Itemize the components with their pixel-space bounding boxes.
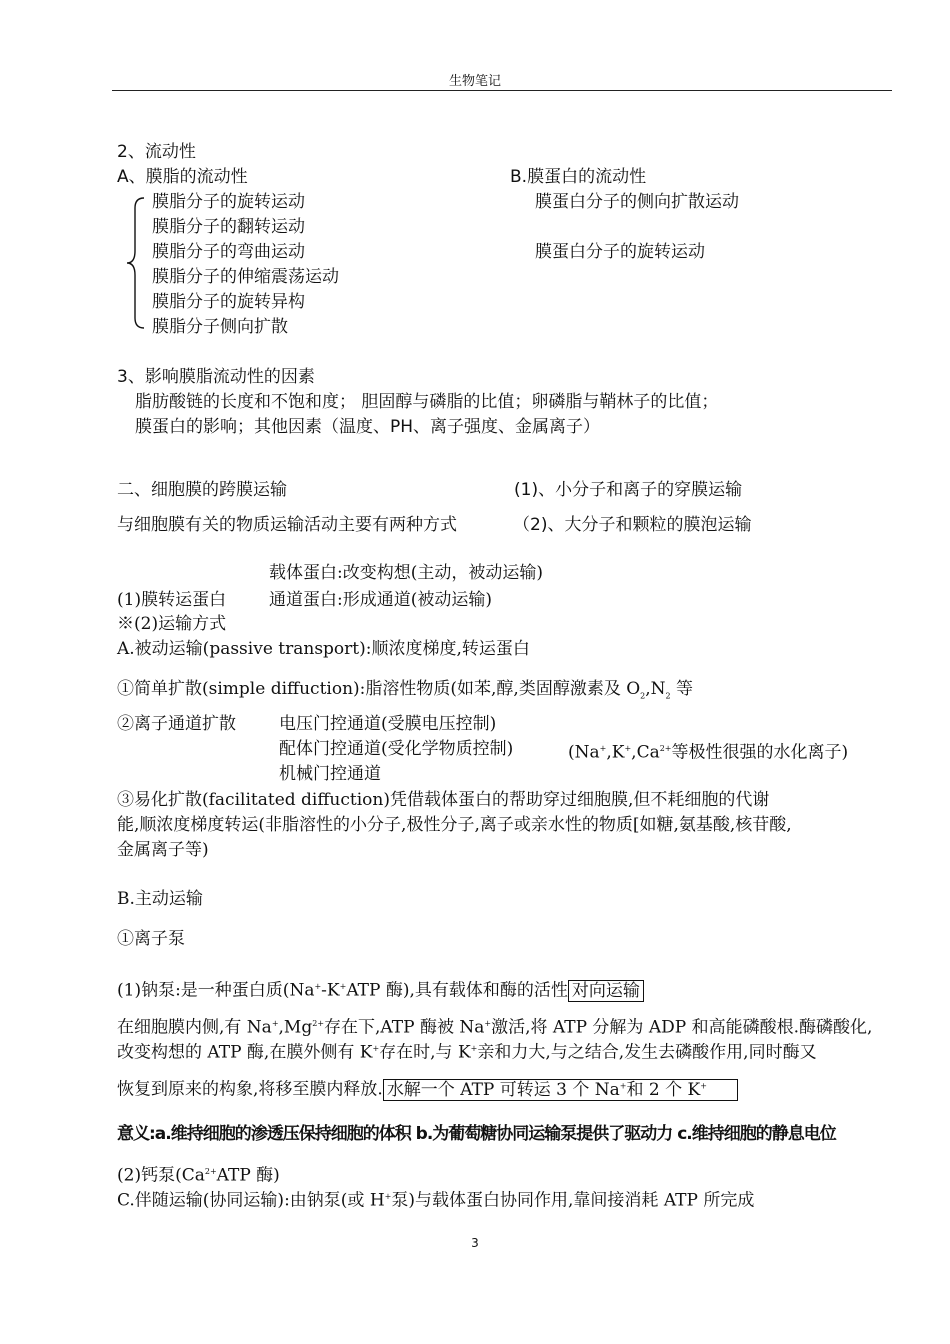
pump-para-line2: 改变构想的 ATP 酶,在膜外侧有 K+存在时,与 K+亲和力大,与之结合,发生去磷酸作用,同时酶又 <box>117 1042 817 1063</box>
part2-intro: 与细胞膜有关的物质运输活动主要有两种方式 <box>117 515 457 535</box>
mechanical-gated: 机械门控通道 <box>279 764 381 784</box>
ion-pump: ①离子泵 <box>117 929 185 949</box>
membrane-transport-protein: (1)膜转运蛋白 <box>117 590 227 610</box>
pump-para-line1: 在细胞膜内侧,有 $Na^+,Mg^{2+}$存在下,ATP 酶被 Na+激活,将 ATP 分解为 ADP 和高能磷酸根.酶磷酸化, <box>117 1017 873 1038</box>
curly-brace <box>124 196 150 330</box>
page-header: 生物笔记 <box>448 74 501 89</box>
facilitated-line1: ③易化扩散(facilitated diffuction)凭借载体蛋白的帮助穿过细胞膜,但不耗细胞的代谢 <box>117 790 770 810</box>
sec3-line2: 膜蛋白的影响；其他因素（温度、PH、离子强度、金属离子） <box>135 417 601 437</box>
b-item: 膜蛋白分子的侧向扩散运动 <box>535 192 739 212</box>
sec3-line1: 脂肪酸链的长度和不饱和度； 胆固醇与磷脂的比值；卵磷脂与鞘林子的比值； <box>135 392 719 412</box>
way2: （2)、大分子和颗粒的膜泡运输 <box>513 515 752 535</box>
ligand-gated: 配体门控通道(受化学物质控制) <box>279 739 514 759</box>
cotransport: C.伴随运输(协同运输):由钠泵(或 H+泵)与载体蛋白协同作用,靠间接消耗 ATP 所完成 <box>117 1190 755 1211</box>
facilitated-line2: 能,顺浓度梯度转运(非脂溶性的小分子,极性分子,离子或亲水性的物质[如糖,氨基酸,核苷酸, <box>117 815 792 835</box>
significance: 意义:a.维持细胞的渗透压保持细胞的体积 b.为葡萄糖协同运输泵提供了驱动力 c.维持细胞的静息电位 <box>117 1124 836 1144</box>
pump-para-line3: 恢复到原来的构象,将移至膜内释放. 水解一个 ATP 可转运 3 个 Na+和 2 个 K+ <box>117 1075 738 1101</box>
header-rule <box>112 90 892 91</box>
sec2-title: 2、流动性 <box>117 142 196 162</box>
ion-channel-label: ②离子通道扩散 <box>117 714 236 734</box>
sec2-a-title: A、膜脂的流动性 <box>117 167 248 187</box>
atp-ratio-box: 水解一个 ATP 可转运 3 个 Na+和 2 个 K+ <box>383 1079 738 1101</box>
carrier-protein: 载体蛋白:改变构想(主动，被动运输) <box>269 563 543 583</box>
voltage-gated: 电压门控通道(受膜电压控制) <box>279 714 497 734</box>
ion-list: ($Na^+,K^+,Ca^{2+}$等极性很强的水化离子) <box>568 742 849 763</box>
a-item: 膜脂分子的旋转运动 <box>152 192 305 212</box>
a-item: 膜脂分子的翻转运动 <box>152 217 305 237</box>
antiport-box: 对向运输 <box>568 980 644 1002</box>
a-item: 膜脂分子侧向扩散 <box>152 317 288 337</box>
sec3-title: 3、影响膜脂流动性的因素 <box>117 367 315 387</box>
a-item: 膜脂分子的旋转异构 <box>152 292 305 312</box>
way1: (1)、小分子和离子的穿膜运输 <box>514 480 743 500</box>
active-transport: B.主动运输 <box>117 889 203 909</box>
simple-diffusion: ①简单扩散(simple diffuction):脂溶性物质(如苯,醇,类固醇激素及 $O_2,N_2$ 等 <box>117 679 694 701</box>
passive-transport: A.被动运输(passive transport):顺浓度梯度,转运蛋白 <box>117 639 530 659</box>
a-item: 膜脂分子的伸缩震荡运动 <box>152 267 339 287</box>
calcium-pump: (2)钙泵($Ca^{2+}ATP$ 酶) <box>117 1165 280 1186</box>
page-number: 3 <box>471 1236 479 1250</box>
b-item: 膜蛋白分子的旋转运动 <box>535 242 705 262</box>
a-item: 膜脂分子的弯曲运动 <box>152 242 305 262</box>
sec2-b-title: B.膜蛋白的流动性 <box>510 167 647 187</box>
part2-title: 二、细胞膜的跨膜运输 <box>117 480 287 500</box>
sodium-pump: (1)钠泵:是一种蛋白质(Na+-K+ATP 酶),具有载体和酶的活性 对向运输 <box>117 976 644 1002</box>
channel-protein: 通道蛋白:形成通道(被动运输) <box>269 590 492 610</box>
transport-mode: ※(2)运输方式 <box>117 614 227 634</box>
facilitated-line3: 金属离子等) <box>117 840 209 860</box>
